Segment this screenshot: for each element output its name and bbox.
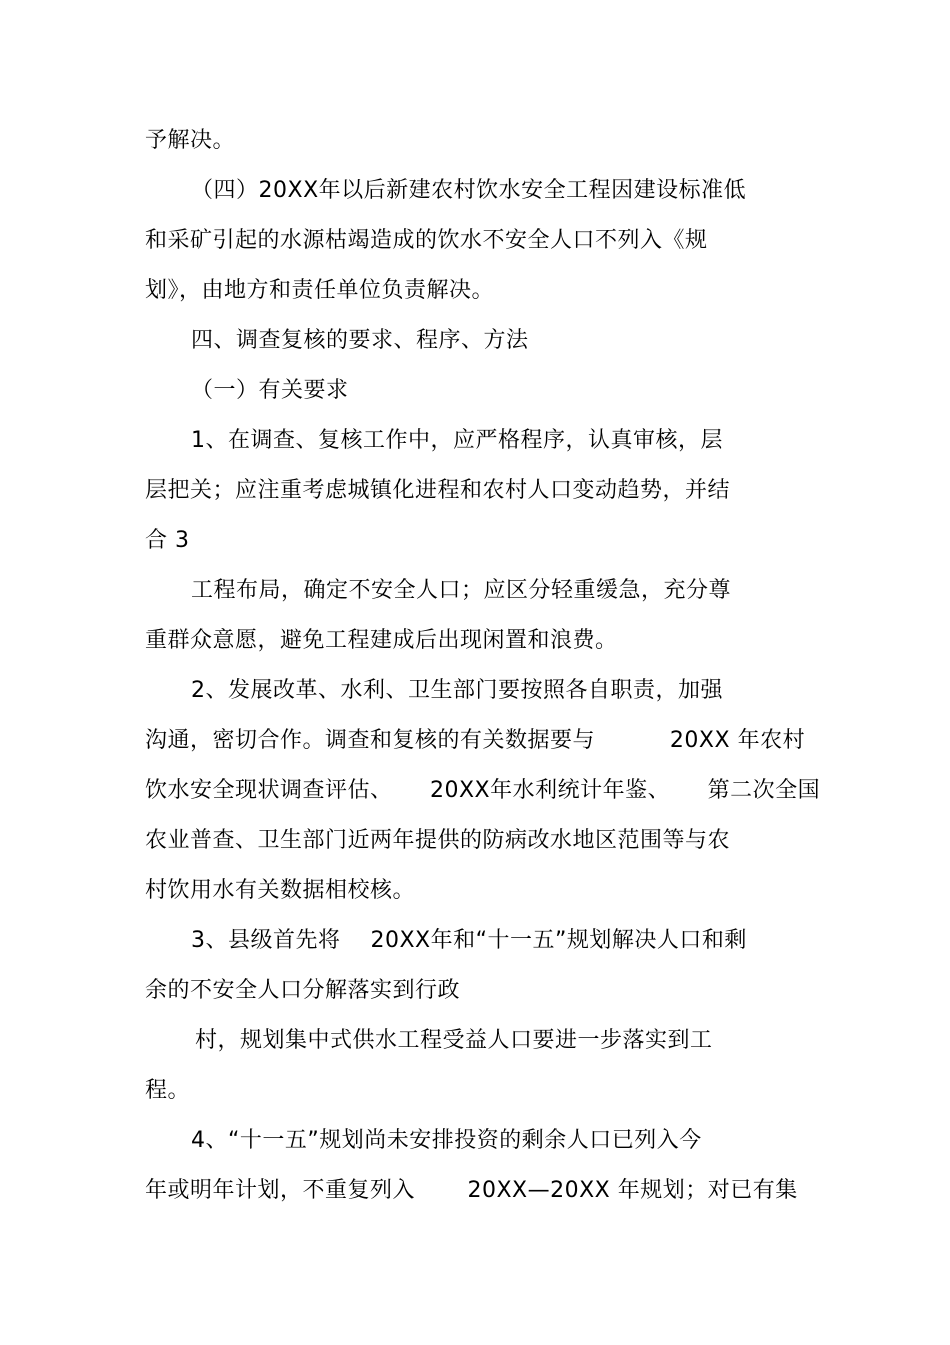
text-line: 村，规划集中式供水工程受益人口要进一步落实到工 [195, 1028, 713, 1053]
text-line: 3、县级首先将 20XX年和“十一五”规划解决人口和剩 [191, 928, 747, 953]
text-line: 合 3 [145, 528, 190, 553]
text-line: 年或明年计划，不重复列入 20XX—20XX 年规划；对已有集 [145, 1178, 798, 1203]
text-line: 沟通，密切合作。调查和复核的有关数据要与 20XX 年农村 [145, 728, 806, 753]
text-line: 层把关；应注重考虑城镇化进程和农村人口变动趋势，并结 [145, 478, 731, 503]
text-line: 予解决。 [145, 128, 236, 153]
text-line: （四）20XX年以后新建农村饮水安全工程因建设标准低 [191, 178, 747, 203]
text-line: 村饮用水有关数据相校核。 [145, 878, 416, 903]
text-line: 饮水安全现状调查评估、 20XX年水利统计年鉴、 第二次全国 [145, 778, 821, 803]
text-line: 余的不安全人口分解落实到行政 [145, 978, 461, 1003]
subsection-heading: （一）有关要求 [191, 378, 349, 403]
text-line: 农业普查、卫生部门近两年提供的防病改水地区范围等与农 [145, 828, 731, 853]
text-line: 重群众意愿，避免工程建成后出现闲置和浪费。 [145, 628, 618, 653]
section-heading: 四、调查复核的要求、程序、方法 [191, 328, 529, 353]
text-line: 划》，由地方和责任单位负责解决。 [145, 278, 495, 303]
text-line: 2、发展改革、水利、卫生部门要按照各自职责，加强 [191, 678, 723, 703]
text-line: 工程布局，确定不安全人口；应区分轻重缓急，充分尊 [191, 578, 732, 603]
text-line: 4、“十一五”规划尚未安排投资的剩余人口已列入今 [191, 1128, 702, 1153]
text-line: 和采矿引起的水源枯竭造成的饮水不安全人口不列入《规 [145, 228, 708, 253]
text-line: 程。 [145, 1078, 191, 1103]
text-line: 1、在调查、复核工作中，应严格程序，认真审核，层 [191, 428, 723, 453]
